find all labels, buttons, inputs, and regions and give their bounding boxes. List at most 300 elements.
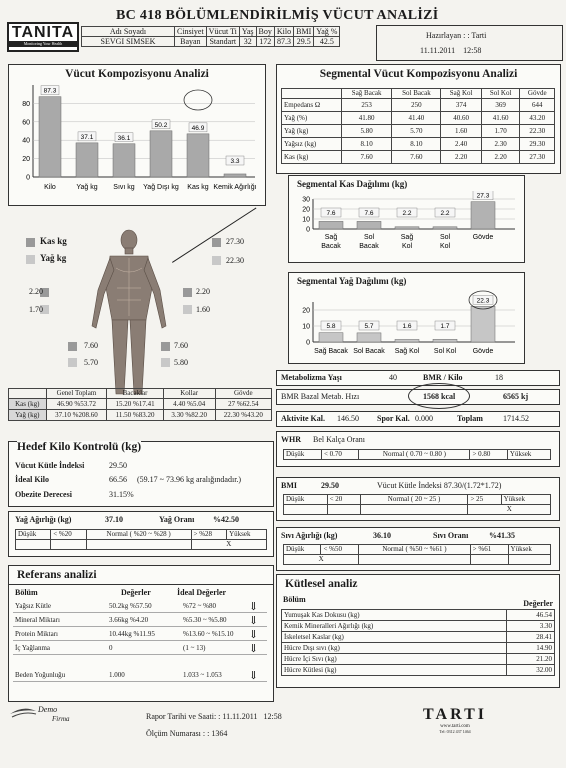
target-bmi-label: Vücut Kütle İndeksi bbox=[15, 461, 85, 470]
obesity-label: Obezite Derecesi bbox=[15, 490, 72, 499]
info-col-4: Boy bbox=[256, 27, 274, 37]
bmr-kcal: 1568 kcal bbox=[423, 392, 456, 401]
bmr-kilo-value: 18 bbox=[495, 373, 503, 382]
row-divider bbox=[13, 640, 267, 641]
muscle-legend-swatch bbox=[26, 238, 35, 247]
table-cell: 41.80 bbox=[341, 112, 392, 125]
body-comp-value-label: 36.1 bbox=[117, 134, 131, 142]
fat-bar bbox=[433, 339, 457, 342]
table-cell: 8.10 bbox=[341, 138, 392, 151]
table-row bbox=[282, 138, 555, 151]
mass-row-value: 46.54 bbox=[507, 610, 555, 621]
mass-row-label: Kemik Mineralleri Ağırlığı (kg) bbox=[282, 621, 507, 632]
left-arm-fat-value: 1.60 bbox=[196, 305, 210, 314]
muscle-x-label-2: Kol bbox=[439, 243, 451, 250]
body-comp-value-label: 87.3 bbox=[43, 87, 57, 95]
tanita-logo-text: TANITA bbox=[11, 24, 75, 41]
reference-row-value: 1.000 bbox=[109, 671, 125, 679]
left-leg-muscle-value: 7.60 bbox=[174, 341, 188, 350]
muscle-x-label: Sol bbox=[439, 234, 451, 241]
fat-high-label: Yüksek bbox=[227, 530, 267, 540]
right-leg-fat-swatch bbox=[68, 358, 77, 367]
water-range-table bbox=[283, 544, 551, 565]
table-cell: 7.60 bbox=[392, 151, 441, 164]
fat-value-label: 22.3 bbox=[476, 297, 490, 305]
fat-ratio-value: %42.50 bbox=[213, 515, 239, 524]
row-label: Kas (kg) bbox=[282, 151, 342, 164]
whr-title: WHR bbox=[281, 435, 301, 444]
muscle-x-label: Sol bbox=[363, 234, 375, 241]
body-comp-chart bbox=[9, 82, 263, 202]
target-title: Hedef Kilo Kontrolü (kg) bbox=[17, 441, 142, 453]
prepared-by: Hazırlayan : : Tarti bbox=[426, 31, 487, 40]
table-cell: 41.60 bbox=[481, 112, 520, 125]
reference-row-ideal: 1.033 ~ 1.053 bbox=[183, 671, 222, 679]
table-cell: 374 bbox=[441, 99, 481, 112]
table-cell: 37.10 %208.60 bbox=[46, 410, 107, 421]
muscle-value-label: 7.6 bbox=[326, 210, 336, 217]
right-arm-muscle-value: 2.20 bbox=[29, 287, 43, 296]
table-row bbox=[282, 654, 555, 665]
fat-value-label: 5.7 bbox=[364, 323, 374, 330]
report-date-footer: Rapor Tarihi ve Saati: : 11.11.2011 12:58 bbox=[146, 712, 282, 721]
fat-low-label: Düşük bbox=[16, 530, 51, 540]
table-cell: 27 %62.54 bbox=[215, 399, 271, 410]
firma-label: Firma bbox=[52, 715, 70, 723]
table-cell: 253 bbox=[341, 99, 392, 112]
row-label: Yağsız (kg) bbox=[282, 138, 342, 151]
table-cell: 8.10 bbox=[392, 138, 441, 151]
body-comp-value-label: 37.1 bbox=[80, 133, 94, 141]
table-row bbox=[282, 632, 555, 643]
summary-col-3: Kollar bbox=[163, 389, 215, 399]
bmr-circle bbox=[408, 383, 470, 409]
segmental-col-4: Sol Kol bbox=[481, 89, 520, 99]
right-arm-fat-value: 1.70 bbox=[29, 305, 43, 314]
muscle-x-label-2: Kol bbox=[401, 243, 413, 250]
water-ratio-value: %41.35 bbox=[489, 531, 515, 540]
water-low-label: Düşük bbox=[284, 545, 321, 555]
down-arrow-icon: ⇓ bbox=[249, 670, 259, 682]
reference-row-value: 0 bbox=[109, 644, 113, 652]
mass-panel bbox=[276, 574, 560, 688]
row-divider bbox=[13, 681, 267, 682]
table-cell: 3.30 %82.20 bbox=[163, 410, 215, 421]
info-col-2: Vücut Ti bbox=[206, 27, 239, 37]
tarti-logo-text: TARTI bbox=[423, 706, 487, 723]
body-comp-bar bbox=[76, 143, 98, 177]
fat-value-label: 1.6 bbox=[402, 323, 412, 330]
water-high-range: > %61 bbox=[470, 545, 508, 555]
ideal-weight-label: İdeal Kilo bbox=[15, 475, 50, 484]
row-label: Yağ (kg) bbox=[9, 410, 47, 421]
report-datetime: 11.11.2011 12:58 bbox=[420, 46, 482, 55]
body-comp-x-label: Kemik Ağırlığı bbox=[213, 184, 257, 191]
fat-panel bbox=[288, 272, 525, 364]
reference-row-ideal: (1 ~ 13) bbox=[183, 644, 206, 652]
muscle-value-label: 27.3 bbox=[476, 192, 490, 200]
tarti-logo-url: www.tarti.com bbox=[440, 724, 470, 729]
body-comp-y-tick: 20 bbox=[22, 156, 30, 164]
muscle-bar bbox=[471, 202, 495, 229]
info-col-0: Adı Soyadı bbox=[82, 27, 175, 37]
whr-subtitle: Bel Kalça Oranı bbox=[313, 435, 365, 444]
mass-row-label: Yumuşak Kas Dokusu (kg) bbox=[282, 610, 507, 621]
body-comp-value-label: 46.9 bbox=[191, 124, 205, 132]
fat-legend-label: Yağ kg bbox=[40, 253, 67, 263]
table-cell: 369 bbox=[481, 99, 520, 112]
fat-legend-swatch bbox=[26, 255, 35, 264]
table-cell: 1.60 bbox=[441, 125, 481, 138]
bmi-normal-range: Normal ( 20 ~ 25 ) bbox=[360, 495, 468, 505]
fat-chart bbox=[289, 290, 521, 362]
body-comp-bar bbox=[187, 134, 209, 177]
table-cell: 27.30 bbox=[520, 151, 555, 164]
trunk-fat-value: 22.30 bbox=[226, 256, 244, 265]
table-cell: 4.40 %5.04 bbox=[163, 399, 215, 410]
fat-x-label: Sağ Kol bbox=[394, 348, 420, 355]
trunk-muscle-swatch bbox=[212, 238, 221, 247]
body-comp-panel bbox=[8, 64, 266, 206]
fat-weight-value: 37.10 bbox=[105, 515, 123, 524]
water-normal-range: Normal ( %50 ~ %61 ) bbox=[359, 545, 470, 555]
muscle-y-tick: 10 bbox=[302, 216, 310, 224]
fat-y-tick: 20 bbox=[302, 307, 310, 315]
bmi-low-label: Düşük bbox=[284, 495, 328, 505]
info-col-6: BMI bbox=[294, 27, 314, 37]
left-leg-fat-value: 5.80 bbox=[174, 358, 188, 367]
muscle-x-label: Sağ bbox=[400, 234, 414, 241]
bmi-formula: Vücut Kütle İndeksi 87.30/(1.72*1.72) bbox=[377, 481, 502, 490]
mass-row-label: İskeletsel Kaslar (kg) bbox=[282, 632, 507, 643]
table-row bbox=[282, 621, 555, 632]
info-val-5: 87.3 bbox=[274, 37, 293, 47]
muscle-chart-title: Segmental Kas Dağılımı (kg) bbox=[297, 179, 408, 189]
mass-col-values: Değerler bbox=[523, 599, 553, 608]
fat-range-table bbox=[15, 529, 267, 550]
patient-info-table bbox=[81, 26, 340, 47]
bmr-label: BMR Bazal Metab. Hızı bbox=[281, 392, 360, 401]
bmi-low-range: < 20 bbox=[327, 495, 360, 505]
target-bmi-value: 29.50 bbox=[109, 461, 127, 470]
info-col-5: Kilo bbox=[274, 27, 293, 37]
row-label: Yağ (kg) bbox=[282, 125, 342, 138]
whr-normal-range: Normal ( 0.70 ~ 0.80 ) bbox=[359, 450, 470, 460]
fat-bar bbox=[357, 333, 381, 342]
mass-row-value: 28.41 bbox=[507, 632, 555, 643]
summary-col-2: Bacaklar bbox=[107, 389, 163, 399]
down-arrow-icon: ⇓ bbox=[249, 601, 259, 613]
measure-number: Ölçüm Numarası : : 1364 bbox=[146, 729, 228, 738]
bmi-range-table bbox=[283, 494, 551, 515]
fat-x-label: Sol Bacak bbox=[353, 348, 385, 355]
bmr-kilo-label: BMR / Kilo bbox=[423, 373, 463, 382]
table-row bbox=[282, 643, 555, 654]
table-cell: 2.20 bbox=[481, 151, 520, 164]
tanita-logo bbox=[7, 22, 79, 52]
demo-logo-icon bbox=[8, 705, 38, 719]
table-cell: 7.60 bbox=[341, 151, 392, 164]
left-leg-fat-swatch bbox=[161, 358, 170, 367]
bmi-title: BMI bbox=[281, 481, 297, 490]
body-comp-y-tick: 40 bbox=[22, 137, 30, 145]
whr-high-range: > 0.80 bbox=[470, 450, 507, 460]
ideal-weight-value: 66.56 bbox=[109, 475, 127, 484]
reference-row-label: Protein Miktarı bbox=[15, 630, 58, 638]
fat-ratio-label: Yağ Oranı bbox=[159, 515, 195, 524]
activity-value: 146.50 bbox=[337, 414, 359, 423]
reference-row-ideal: %5.30 ~ %5.80 bbox=[183, 616, 227, 624]
fat-value-label: 5.8 bbox=[326, 323, 336, 330]
left-arm-fat-swatch bbox=[183, 305, 192, 314]
segmental-table bbox=[281, 88, 555, 164]
table-row bbox=[282, 125, 555, 138]
mass-title: Kütlesel analiz bbox=[285, 578, 358, 590]
reference-col-ideal: İdeal Değerler bbox=[177, 588, 227, 597]
body-comp-bar bbox=[113, 144, 135, 177]
whr-box bbox=[276, 431, 560, 467]
fat-x-label: Gövde bbox=[472, 348, 494, 355]
mass-row-label: Hücre Dışı sıvı (kg) bbox=[282, 643, 507, 654]
bmr-kj: 6565 kj bbox=[503, 392, 529, 401]
body-comp-bar bbox=[224, 174, 246, 177]
summary-col-4: Gövde bbox=[215, 389, 271, 399]
tanita-logo-sub: Monitoring Your Health bbox=[9, 41, 77, 47]
table-row bbox=[282, 99, 555, 112]
hand-drawn-circle bbox=[184, 90, 212, 110]
fat-chart-title: Segmental Yağ Dağılımı (kg) bbox=[297, 276, 407, 286]
left-arm-muscle-value: 2.20 bbox=[196, 287, 210, 296]
mass-row-value: 32.00 bbox=[507, 665, 555, 676]
water-high-label: Yüksek bbox=[508, 545, 550, 555]
whr-high-label: Yüksek bbox=[507, 450, 550, 460]
reference-row-ideal: %72 ~ %80 bbox=[183, 602, 216, 610]
fat-mark: X bbox=[191, 540, 267, 550]
body-comp-bar bbox=[150, 131, 172, 177]
segmental-col-0 bbox=[282, 89, 342, 99]
body-comp-x-label: Sıvı kg bbox=[113, 184, 135, 191]
segmental-col-1: Sağ Bacak bbox=[341, 89, 392, 99]
reference-row-label: Yağsız Kütle bbox=[15, 602, 52, 610]
summary-col-1: Genel Toplam bbox=[46, 389, 107, 399]
table-cell: 40.60 bbox=[441, 112, 481, 125]
down-arrow-icon: ⇓ bbox=[249, 615, 259, 627]
tarti-logo bbox=[410, 706, 500, 746]
fat-normal-range: Normal ( %20 ~ %28 ) bbox=[86, 530, 191, 540]
body-comp-x-label: Kas kg bbox=[187, 184, 209, 191]
table-cell: 250 bbox=[392, 99, 441, 112]
header-right-box bbox=[376, 25, 563, 61]
fat-weight-label: Yağ Ağırlığı (kg) bbox=[15, 515, 72, 524]
trunk-muscle-value: 27.30 bbox=[226, 237, 244, 246]
fat-bar bbox=[319, 333, 343, 342]
muscle-bar bbox=[395, 227, 419, 229]
info-val-6: 29.5 bbox=[294, 37, 314, 47]
info-val-1: Bayan bbox=[175, 37, 207, 47]
muscle-legend-label: Kas kg bbox=[40, 236, 67, 246]
water-label: Sıvı Ağırlığı (kg) bbox=[281, 531, 338, 540]
table-cell: 5.80 bbox=[341, 125, 392, 138]
right-leg-muscle-value: 7.60 bbox=[84, 341, 98, 350]
row-label: Yağ (%) bbox=[282, 112, 342, 125]
reference-row-value: 10.44kg %11.95 bbox=[109, 630, 155, 638]
info-col-1: Cinsiyet bbox=[175, 27, 207, 37]
body-comp-y-tick: 0 bbox=[26, 174, 30, 182]
reference-row-label: İç Yağlanma bbox=[15, 644, 50, 652]
total-value: 1714.52 bbox=[503, 414, 529, 423]
muscle-y-tick: 30 bbox=[302, 196, 310, 204]
reference-row-value: 50.2kg %57.50 bbox=[109, 602, 152, 610]
metabolism-age-label: Metabolizma Yaşı bbox=[281, 373, 342, 382]
reference-col-section: Bölüm bbox=[15, 588, 38, 597]
table-cell: 2.20 bbox=[441, 151, 481, 164]
table-row bbox=[282, 112, 555, 125]
left-leg-muscle-swatch bbox=[161, 342, 170, 351]
muscle-value-label: 7.6 bbox=[364, 210, 374, 217]
muscle-panel bbox=[288, 175, 525, 263]
mass-row-label: Hücre İçi Sıvı (kg) bbox=[282, 654, 507, 665]
table-row bbox=[9, 410, 272, 421]
water-ratio-label: Sıvı Oranı bbox=[433, 531, 469, 540]
table-cell: 29.30 bbox=[520, 138, 555, 151]
sport-value: 0.000 bbox=[415, 414, 433, 423]
sport-label: Spor Kal. bbox=[377, 414, 410, 423]
table-cell: 22.30 bbox=[520, 125, 555, 138]
muscle-bar bbox=[319, 221, 343, 229]
table-cell: 46.90 %53.72 bbox=[46, 399, 107, 410]
summary-col-0 bbox=[9, 389, 47, 399]
muscle-value-label: 2.2 bbox=[402, 210, 412, 217]
table-row bbox=[282, 151, 555, 164]
mass-col-section: Bölüm bbox=[283, 595, 306, 604]
right-leg-muscle-swatch bbox=[68, 342, 77, 351]
table-cell: 11.50 %83.20 bbox=[107, 410, 163, 421]
tarti-logo-tel: Tel: 0312 437 1464 bbox=[439, 729, 471, 734]
mass-row-value: 21.20 bbox=[507, 654, 555, 665]
fat-low-range: < %20 bbox=[51, 530, 87, 540]
info-val-0: SEVGI SIMSEK bbox=[82, 37, 175, 47]
segmental-title: Segmental Vücut Kompozisyonu Analizi bbox=[319, 68, 518, 80]
info-col-7: Yağ % bbox=[314, 27, 340, 37]
row-divider bbox=[13, 626, 267, 627]
water-low-range: < %50 bbox=[321, 545, 359, 555]
fat-bar bbox=[395, 339, 419, 342]
table-cell: 2.30 bbox=[481, 138, 520, 151]
mass-table bbox=[281, 609, 555, 676]
table-row bbox=[282, 665, 555, 676]
body-comp-y-tick: 80 bbox=[22, 100, 30, 108]
mass-row-value: 14.90 bbox=[507, 643, 555, 654]
page-title: BC 418 BÖLÜMLENDİRİLMİŞ VÜCUT ANALİZİ bbox=[116, 8, 439, 23]
water-box bbox=[276, 527, 560, 571]
bmi-value: 29.50 bbox=[321, 481, 339, 490]
body-comp-value-label: 50.2 bbox=[154, 121, 168, 129]
water-value: 36.10 bbox=[373, 531, 391, 540]
bmi-mark: X bbox=[468, 505, 551, 515]
fat-y-tick: 0 bbox=[306, 339, 310, 347]
body-comp-x-label: Kilo bbox=[44, 184, 56, 191]
info-val-7: 42.5 bbox=[314, 37, 340, 47]
total-label: Toplam bbox=[457, 414, 483, 423]
pointer-line bbox=[172, 208, 256, 263]
reference-row-value: 3.66kg %4.20 bbox=[109, 616, 149, 624]
muscle-y-tick: 0 bbox=[306, 226, 310, 234]
reference-row-label: Mineral Miktarı bbox=[15, 616, 60, 624]
left-arm-muscle-swatch bbox=[183, 288, 192, 297]
trunk-fat-swatch bbox=[212, 256, 221, 265]
reference-row-label: Beden Yoğunluğu bbox=[15, 671, 66, 679]
right-leg-fat-value: 5.70 bbox=[84, 358, 98, 367]
muscle-y-tick: 20 bbox=[302, 206, 310, 214]
fat-x-label: Sağ Bacak bbox=[314, 348, 348, 355]
metabolism-age-value: 40 bbox=[389, 373, 397, 382]
info-val-2: Standart bbox=[206, 37, 239, 47]
row-label: Kas (kg) bbox=[9, 399, 47, 410]
activity-box bbox=[276, 411, 560, 427]
obesity-value: 31.15% bbox=[109, 490, 134, 499]
body-comp-x-label: Yağ Dışı kg bbox=[143, 184, 179, 191]
reference-title: Referans analizi bbox=[17, 569, 97, 581]
mass-row-label: Hücre Kütlesi (kg) bbox=[282, 665, 507, 676]
down-arrow-icon: ⇓ bbox=[249, 629, 259, 641]
demo-label: Demo bbox=[38, 705, 58, 714]
body-comp-y-tick: 60 bbox=[22, 119, 30, 127]
segmental-col-2: Sol Bacak bbox=[392, 89, 441, 99]
fat-high-range: > %28 bbox=[191, 530, 227, 540]
row-divider bbox=[13, 654, 267, 655]
table-cell: 41.40 bbox=[392, 112, 441, 125]
whr-low-range: < 0.70 bbox=[321, 450, 358, 460]
fat-y-tick: 10 bbox=[302, 323, 310, 331]
table-cell: 2.40 bbox=[441, 138, 481, 151]
fat-x-label: Sol Kol bbox=[433, 348, 457, 355]
water-mark: X bbox=[284, 555, 359, 565]
bmi-high-range: > 25 bbox=[468, 495, 501, 505]
reference-panel bbox=[8, 565, 274, 702]
bmi-high-label: Yüksek bbox=[501, 495, 550, 505]
table-cell: 5.70 bbox=[392, 125, 441, 138]
reference-col-values: Değerler bbox=[121, 588, 151, 597]
muscle-bar bbox=[433, 227, 457, 229]
table-cell: 43.20 bbox=[520, 112, 555, 125]
body-comp-x-label: Yağ kg bbox=[76, 184, 98, 191]
segmental-panel bbox=[276, 64, 561, 174]
down-arrow-icon: ⇓ bbox=[249, 643, 259, 655]
muscle-x-label: Gövde bbox=[472, 234, 494, 241]
muscle-chart bbox=[289, 191, 521, 261]
muscle-x-label-2: Bacak bbox=[359, 243, 379, 250]
metabolism-age-box bbox=[276, 370, 560, 386]
table-cell: 15.20 %17.41 bbox=[107, 399, 163, 410]
muscle-value-label: 2.2 bbox=[440, 210, 450, 217]
table-row bbox=[282, 610, 555, 621]
fat-value-label: 1.7 bbox=[440, 323, 450, 330]
bmi-box bbox=[276, 477, 560, 521]
reference-row-ideal: %13.60 ~ %15.10 bbox=[183, 630, 234, 638]
row-label: Empedans Ω bbox=[282, 99, 342, 112]
table-cell: 22.30 %43.20 bbox=[215, 410, 271, 421]
activity-label: Aktivite Kal. bbox=[281, 414, 325, 423]
muscle-bar bbox=[357, 221, 381, 229]
summary-table bbox=[8, 388, 272, 421]
body-comp-bar bbox=[39, 97, 61, 177]
fat-weight-box bbox=[8, 511, 274, 557]
row-divider bbox=[13, 612, 267, 613]
info-val-4: 172 bbox=[256, 37, 274, 47]
body-comp-value-label: 3.3 bbox=[230, 158, 240, 165]
ideal-weight-range: (59.17 ~ 73.96 kg aralığındadır.) bbox=[137, 475, 242, 484]
body-silhouette bbox=[84, 228, 174, 398]
